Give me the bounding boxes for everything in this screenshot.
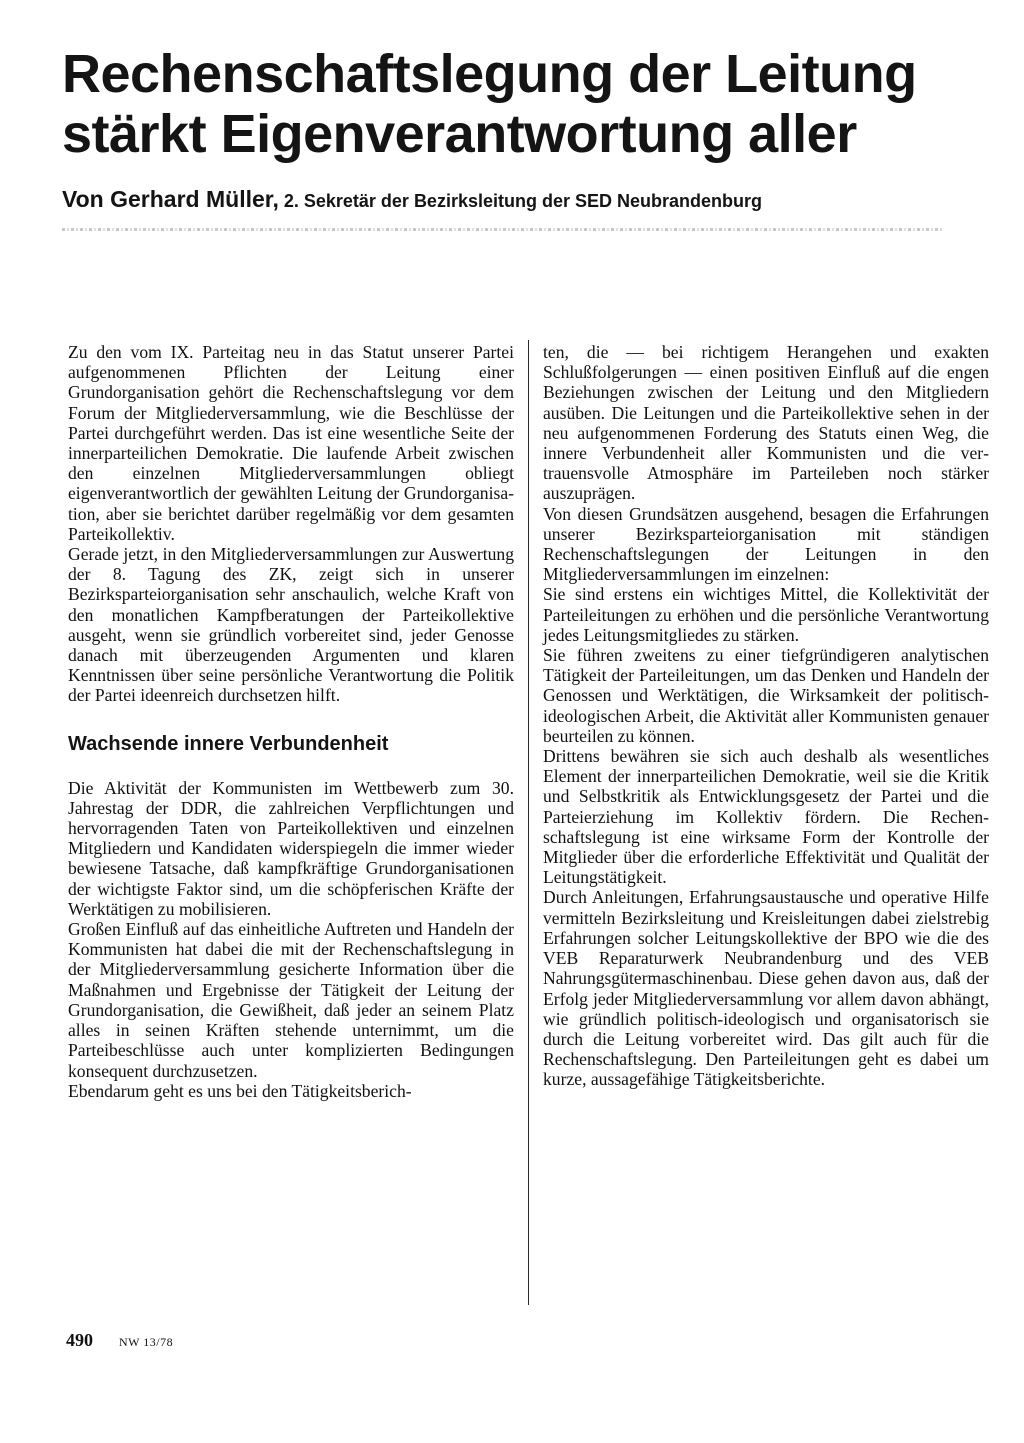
column-divider — [528, 340, 529, 1305]
header-rule — [62, 228, 942, 231]
paragraph: Gerade jetzt, in den Mitgliederversammlungen zur Auswertung der 8. Tagung des ZK, zeigt sich in unserer Bezirksparteiorganisation sehr anschaulich, welche Kraft von den monatlichen Kampfberatungen der Parteikollektive ausgeht, wenn sie gründlich vorbereitet sind, jeder Genosse danach mit überzeugenden Argumenten und klaren Kenntnissen über seine persönliche Verantwortung die Politik der Partei ideenreich durchsetzen hilft. — [68, 544, 514, 706]
paragraph: Sie führen zweitens zu einer tiefgründigeren analytischen Tätigkeit der Parteileitungen, um das Denken und Handeln der Genossen und Werktätigen, die Wirksamkeit der politisch-ideologischen Arbeit, die Aktivität aller Kommunisten genauer beurteilen zu können. — [543, 645, 989, 746]
article-byline — [62, 186, 1012, 214]
page-footer — [66, 1330, 173, 1351]
paragraph: Von diesen Grundsätzen ausgehend, besagen die Erfahrungen unserer Bezirksparteiorganisation mit ständigen Rechenschaftslegungen der Leitungen in den Mitgliederversammlungen im einzelnen: — [543, 503, 989, 585]
left-column — [68, 342, 514, 1101]
paragraph: Durch Anleitungen, Erfahrungsaustausche und operative Hilfe vermitteln Bezirksleitung und Kreisleitungen dabei zielstrebig Erfahrungen solcher Leitungskollektive der BPO wie die des VEB Reparaturwerk Neubrandenburg und des VEB Nahrungsgütermaschinenbau. Diese gehen davon aus, daß der Erfolg jeder Mitgliederversammlung vor allem davon abhängt, wie gründlich politisch-ideologisch und organisatorisch sie durch die Leitung vorbereitet wird. Das gilt auch für die Rechenschaftslegung. Den Parteileitungen geht es dabei um kurze, aussagefähige Tätigkeitsberichte. — [543, 887, 989, 1090]
journal-reference: NW 13/78 — [119, 1335, 174, 1349]
paragraph: Großen Einfluß auf das einheitliche Auftreten und Handeln der Kommunisten hat dabei die mit der Rechenschaftslegung in der Mitgliederversammlung gesicherte Information über die Maßnahmen und Ergebnisse der Tätigkeit der Leitung der Grundorganisation, die Gewißheit, daß jeder an seinem Platz alles in seinen Kräften stehende unternimmt, um die Parteibeschlüsse auch unter komplizierten Bedingungen konsequent durchzusetzen. — [68, 919, 514, 1081]
paragraph: ten, die — bei richtigem Herangehen und exakten Schlußfolgerungen — einen positiven Einfluß auf die engen Beziehungen zwischen der Leitung und den Mitgliedern ausüben. Die Leitungen und die Parteikollektive sehen in der neu aufgenommenen Forderung des Statuts einen Weg, die innere Verbundenheit aller Kommunisten und die vertrauensvolle Atmosphäre im Parteileben noch stärker auszuprägen. — [543, 342, 989, 504]
section-subheading: Wachsende innere Verbundenheit — [68, 732, 389, 755]
page-number: 490 — [66, 1330, 93, 1350]
byline-role: 2. Sekretär der Bezirksleitung der SED Neubrandenburg — [283, 191, 762, 211]
paragraph: Zu den vom IX. Parteitag neu in das Statut unserer Partei aufgenommenen Pflichten der Leitung einer Grundorganisation gehört die Rechenschaftslegung vor dem Forum der Mitgliederversammlung, wie die Beschlüsse der Partei durchgeführt werden. Das ist eine wesentliche Seite der innerparteilichen Demokratie. Die laufende Arbeit zwischen den einzelnen Mitgliederversammlungen obliegt eigenverantwortlich der gewählten Leitung der Grundorganisation, aber sie berichtet darüber regelmäßig vor dem gesamten Parteikollektiv. — [68, 342, 514, 544]
paragraph: Die Aktivität der Kommunisten im Wettbewerb zum 30. Jahrestag der DDR, die zahlreichen Verpflichtungen und hervorragenden Taten von Parteikollektiven und einzelnen Mitgliedern und Kandidaten widerspiegeln die immer wieder bewiesene Tatsache, daß kampfkräftige Grundorganisationen der wichtigste Faktor sind, um die schöpferischen Kräfte der Werktätigen zu mobilisieren. — [68, 777, 514, 919]
right-column — [543, 342, 989, 1090]
paragraph: Drittens bewähren sie sich auch deshalb als wesentliches Element der innerparteilichen Demokratie, weil sie die Kritik und Selbstkritik als Entwicklungsgesetz der Partei und die Parteierziehung im Kollektiv fördern. Die Rechenschaftslegung ist eine wirksame Form der Kontrolle der Mitglieder über die erforderliche Effektivität und Qualität der Leitungstätigkeit. — [543, 746, 989, 888]
byline-author: Von Gerhard Müller, — [62, 186, 279, 212]
article-headline: Rechenschaftslegung der Leitung stärkt Eigenverantwortung aller — [62, 44, 917, 164]
paragraph: Sie sind erstens ein wichtiges Mittel, die Kollektivität der Parteileitungen zu erhöhen und die persönliche Verantwortung jedes Leitungsmitgliedes zu stärken. — [543, 584, 989, 645]
paragraph: Ebendarum geht es uns bei den Tätigkeitsberich- — [68, 1080, 412, 1101]
